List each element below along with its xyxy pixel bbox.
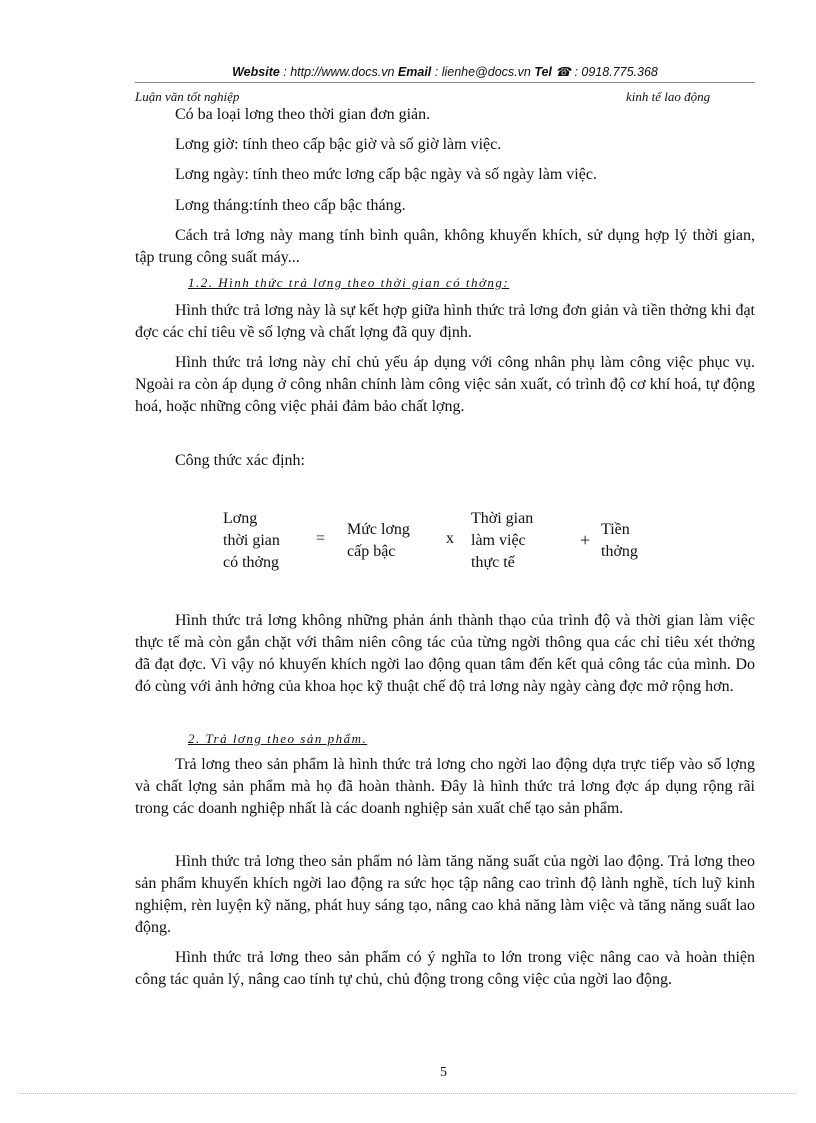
formula-term2 (471, 508, 533, 574)
header-rule (135, 82, 755, 83)
formula-term3 (601, 519, 638, 563)
paragraph-1: Có ba loại lơng theo thời gian đơn giản. (175, 106, 431, 123)
tel-label: Tel (534, 65, 552, 79)
paragraph-11: Hình thức trả lơng theo sản phẩm nó làm tăng năng suất của ngời lao động. Trả lơng theo sản phẩm khuyến khích ngời lao động ra sức học tập nâng cao trình độ lành nghề, tích luỹ kinh nghiệm, rèn luyện kỹ năng, phát huy sáng tạo, nâng cao khả năng làm việc và tăng năng suất lao động. (135, 853, 755, 936)
header-right: kinh tế lao động (626, 89, 711, 104)
section-heading-1-2: 1.2. Hình thức trả lơng theo thời gian có thởng: (188, 275, 510, 290)
formula-lhs (223, 508, 280, 574)
paragraph-12: Hình thức trả lơng theo sản phẩm có ý nghĩa to lớn trong việc nâng cao và hoàn thiện công tác quản lý, nâng cao tính tự chủ, chủ động trong công việc của ngời lao động. (135, 949, 755, 988)
paragraph-4: Lơng tháng:tính theo cấp bậc tháng. (175, 197, 406, 214)
email-label: Email (397, 65, 432, 79)
paragraph-3: Lơng ngày: tính theo mức lơng cấp bậc ngày và số ngày làm việc. (175, 166, 597, 183)
website-contact-bar (135, 64, 755, 79)
formula-lhs-line: có thởng (223, 554, 280, 571)
formula-term2-line: làm việc (471, 532, 526, 549)
email-value: : lienhe@docs.vn (431, 65, 535, 79)
paragraph-9: Hình thức trả lơng không những phản ánh thành thạo của trình độ và thời gian làm việc thực tế mà còn gắn chặt với thâm niên công tác của từng ngời thông qua các chỉ tiêu xét thởng đã đạt đợc. Vì vậy nó khuyến khích ngời lao động quan tâm đến kết quả công tác của mình. Do đó cùng với ảnh hởng của khoa học kỹ thuật chế độ trả lơng này ngày càng đợc mở rộng hơn. (135, 612, 755, 695)
paragraph-8: Công thức xác định: (175, 452, 305, 469)
formula-term1 (347, 519, 410, 563)
formula-times: x (446, 530, 454, 547)
formula-term2-line: thực tế (471, 554, 515, 571)
formula-term1-line: Mức lơng (347, 521, 410, 538)
paragraph-10: Trả lơng theo sản phẩm là hình thức trả lơng cho ngời lao động dựa trực tiếp vào số lợng và chất lợng sản phẩm mà họ đã hoàn thành. Đây là hình thức trả lơng đợc áp dụng rộng rãi trong các doanh nghiệp nhất là các doanh nghiệp sản xuất chế tạo sản phẩm. (135, 756, 755, 817)
page-bottom-border (20, 1093, 796, 1094)
telephone-icon: ☎ (555, 65, 571, 79)
formula-lhs-line: thời gian (223, 532, 280, 549)
paragraph-6: Hình thức trả lơng này là sự kết hợp giữa hình thức trả lơng đơn giản và tiền thởng khi đạt đợc các chỉ tiêu về số lợng và chất lợng đã quy định. (135, 302, 755, 341)
paragraph-7: Hình thức trả lơng này chỉ chủ yếu áp dụng với công nhân phụ làm công việc phục vụ. Ngoài ra còn áp dụng ở công nhân chính làm công việc sản xuất, có trình độ cơ khí hoá, tự động hoá, hoặc những công việc phải đảm bảo chất lợng. (135, 354, 755, 415)
formula-plus: + (580, 530, 591, 550)
section-heading-2: 2. Trả lơng theo sản phẩm. (188, 731, 368, 746)
website-value: : http://www.docs.vn (279, 65, 398, 79)
formula-term2-line: Thời gian (471, 510, 534, 527)
paragraph-5: Cách trả lơng này mang tính bình quân, không khuyến khích, sử dụng hợp lý thời gian, tập trung công suất máy... (135, 227, 755, 266)
formula-term3-line: thởng (601, 543, 638, 560)
formula-term1-line: cấp bậc (347, 543, 396, 560)
formula-term3-line: Tiền (601, 521, 630, 538)
header-left: Luận văn tốt nghiệp (135, 89, 240, 104)
paragraph-2: Lơng giờ: tính theo cấp bậc giờ và số giờ làm việc. (175, 136, 502, 153)
formula-lhs-line: Lơng (223, 510, 258, 527)
formula-equals: = (316, 530, 326, 547)
tel-value: : 0918.775.368 (570, 65, 658, 79)
page-number: 5 (440, 1065, 447, 1080)
website-label: Website (232, 65, 280, 79)
